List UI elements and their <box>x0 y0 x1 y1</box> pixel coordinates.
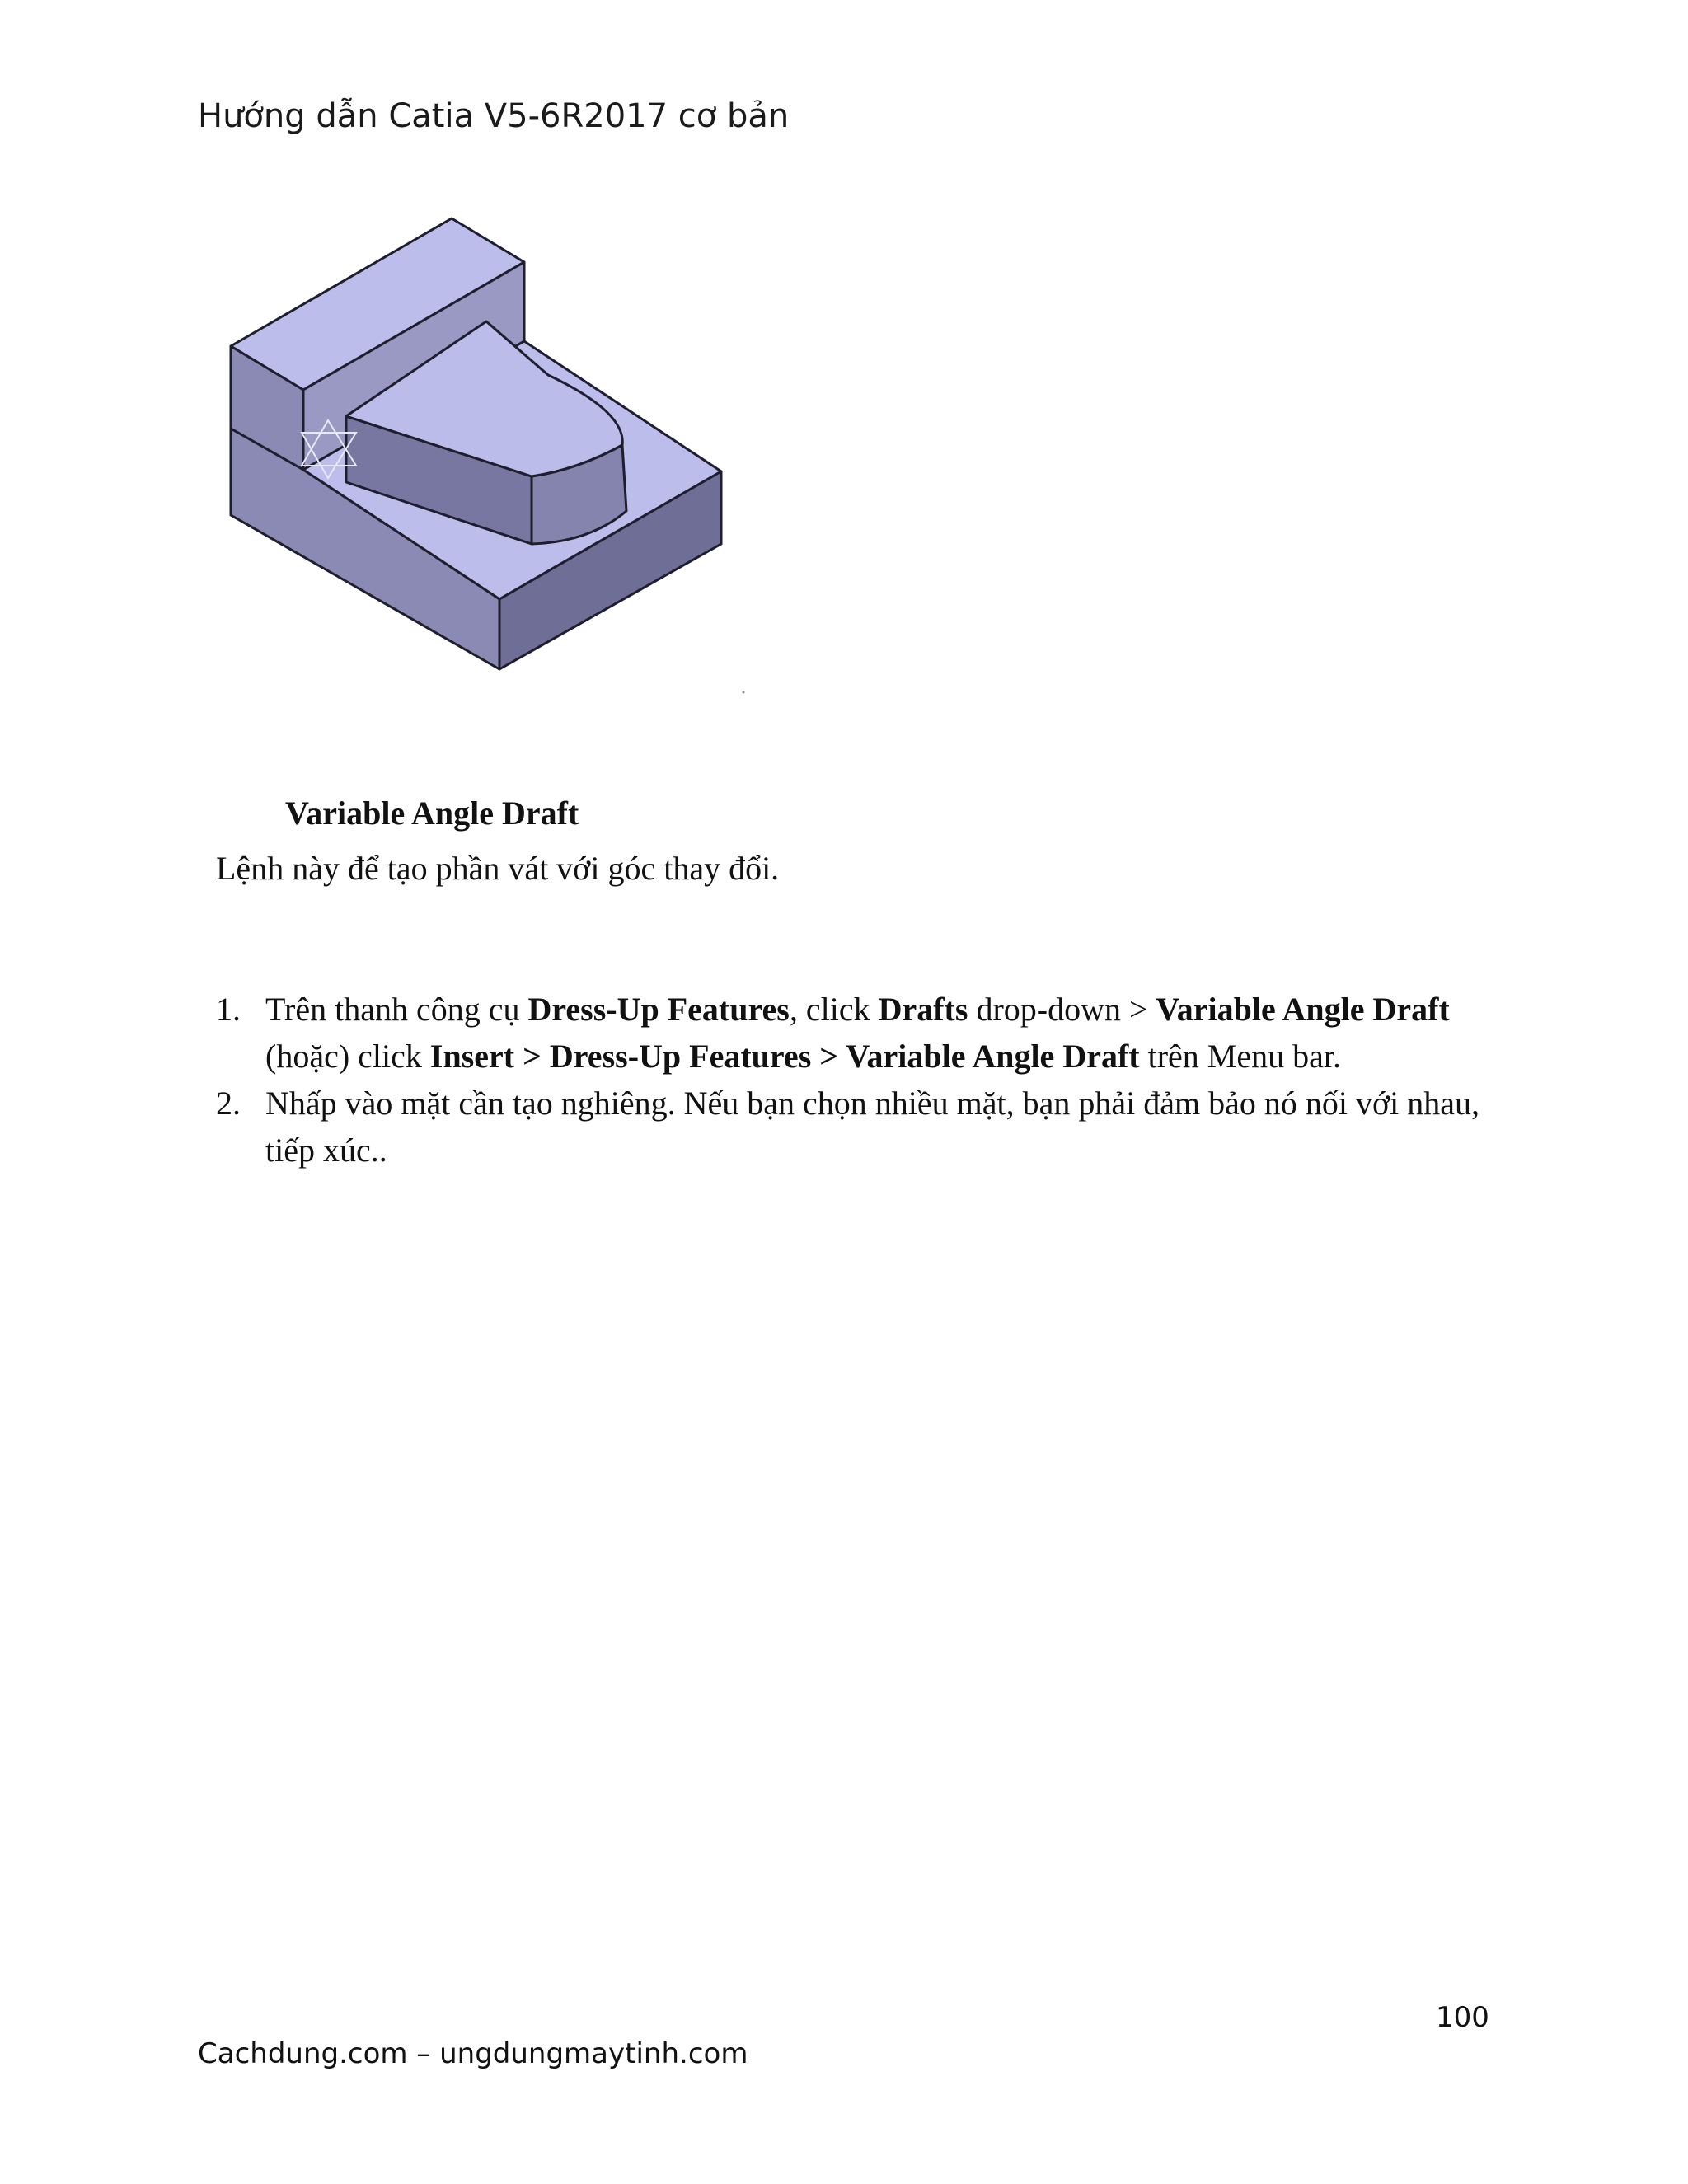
page-number: 100 <box>1436 2001 1489 2034</box>
section-title: Variable Angle Draft <box>285 794 579 832</box>
section-description: Lệnh này để tạo phần vát với góc thay đổi. <box>216 850 780 887</box>
catia-part-figure <box>214 206 775 701</box>
page-header-title: Hướng dẫn Catia V5-6R2017 cơ bản <box>198 97 790 135</box>
step-number: 2. <box>216 1085 241 1122</box>
list-item <box>216 1080 1502 1174</box>
step-number: 1. <box>216 991 241 1028</box>
footer-site: Cachdung.com – ungdungmaytinh.com <box>198 2037 748 2070</box>
list-item <box>216 986 1502 1080</box>
step-text: Nhấp vào mặt cần tạo nghiêng. Nếu bạn chọn nhiều mặt, bạn phải đảm bảo nó nối với nhau, tiếp xúc.. <box>265 1085 1479 1169</box>
stray-dot <box>743 691 745 694</box>
step-text: Trên thanh công cụ Dress-Up Features, click Drafts drop-down > Variable Angle Draft (hoặc) click Insert > Dress-Up Features > Variable Angle Draft trên Menu bar. <box>265 991 1450 1075</box>
steps-list <box>216 986 1502 1174</box>
